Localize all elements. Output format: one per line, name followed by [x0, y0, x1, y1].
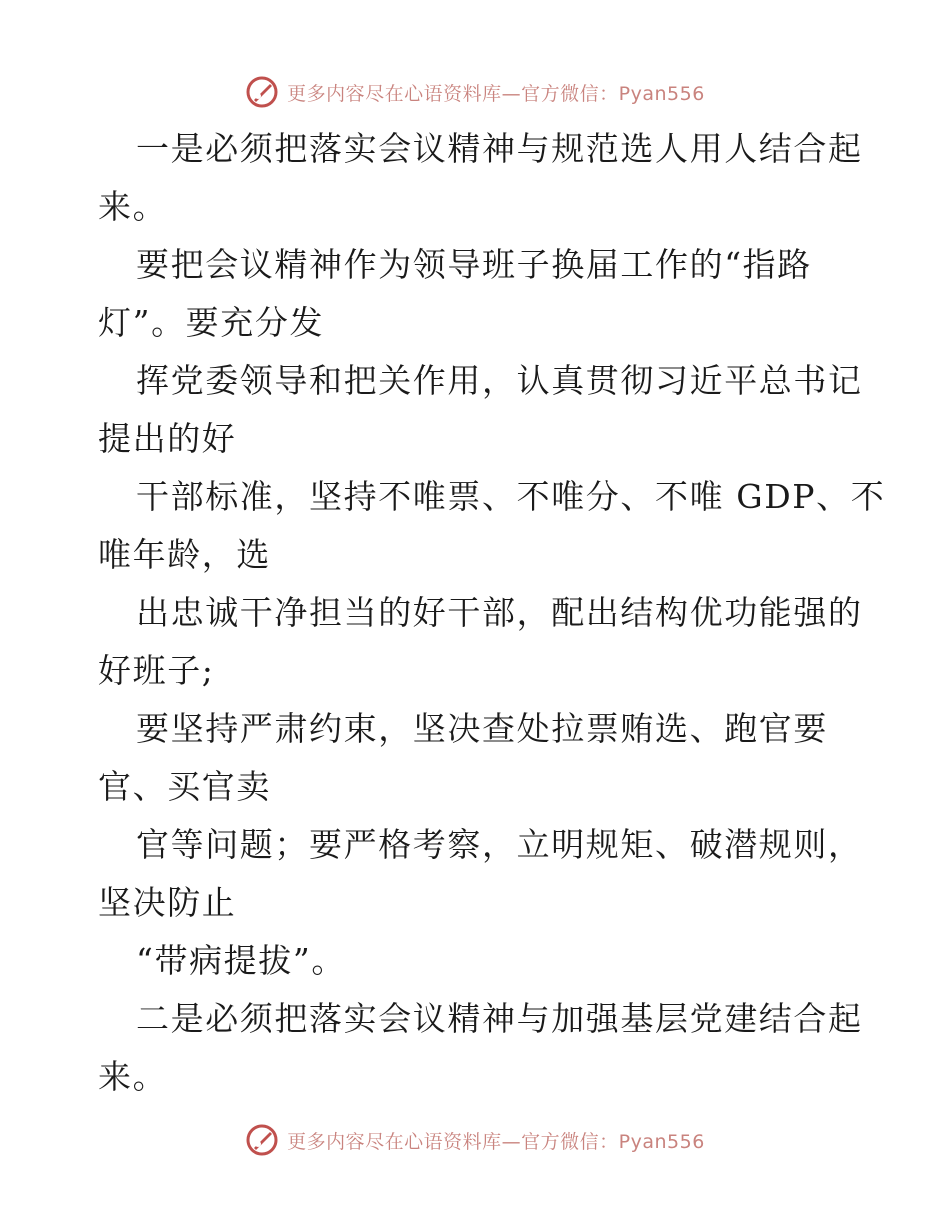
- text-line: 一是必须把落实会议精神与规范选人用人结合起: [136, 129, 863, 168]
- text-line: 要把会议精神作为领导班子换届工作的“指路: [136, 245, 812, 284]
- text-line: “带病提拔”。: [136, 941, 346, 980]
- text-line: 来。: [98, 187, 168, 226]
- text-line: 要坚持严肃约束，坚决查处拉票贿选、跑官要: [136, 709, 828, 748]
- document-body: [98, 120, 886, 1106]
- watermark-text: 更多内容尽在心语资料库—官方微信：Pyan556: [287, 82, 705, 105]
- text-line: 灯”。要充分发: [98, 303, 325, 342]
- header-watermark: [0, 72, 950, 112]
- text-line: 出忠诚干净担当的好干部，配出结构优功能强的: [136, 593, 863, 632]
- watermark-text: 更多内容尽在心语资料库—官方微信：Pyan556: [287, 1130, 705, 1153]
- text-line: 二是必须把落实会议精神与加强基层党建结合起: [136, 999, 863, 1038]
- text-line: 坚决防止: [98, 883, 237, 922]
- text-line: 来。: [98, 1057, 168, 1096]
- quill-seal-icon: [245, 1123, 279, 1157]
- text-line: 干部标准，坚持不唯票、不唯分、不唯 GDP、不: [136, 477, 886, 516]
- text-line: 提出的好: [98, 419, 237, 458]
- text-line: 官、买官卖: [98, 767, 271, 806]
- footer-watermark: [0, 1120, 950, 1160]
- text-line: 挥党委领导和把关作用，认真贯彻习近平总书记: [136, 361, 863, 400]
- text-line: 唯年龄，选: [98, 535, 271, 574]
- quill-seal-icon: [245, 75, 279, 109]
- text-line: 好班子;: [98, 651, 215, 690]
- text-line: 官等问题；要严格考察，立明规矩、破潜规则，: [136, 825, 863, 864]
